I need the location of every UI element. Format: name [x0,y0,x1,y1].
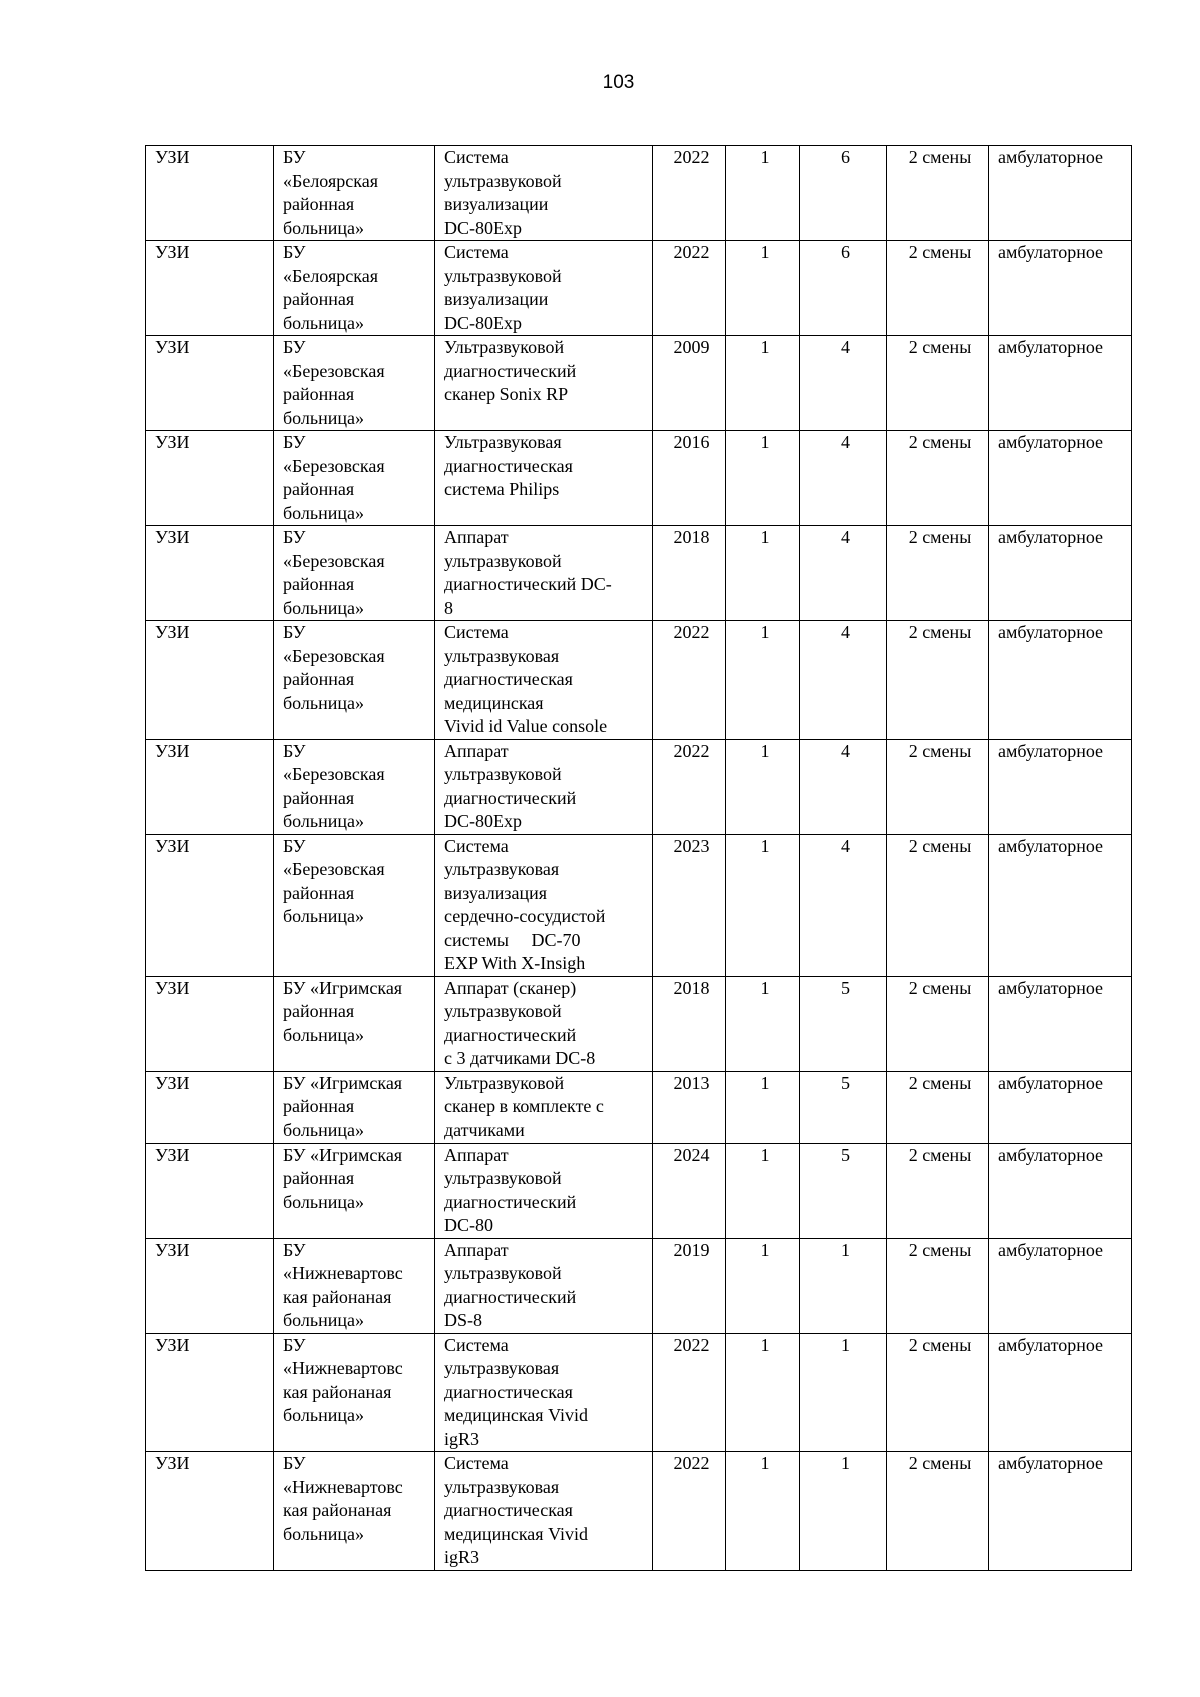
cell-year: 2023 [653,834,726,976]
cell-equipment-line: DS-8 [444,1310,483,1330]
cell-organization-line: районная [283,1168,355,1188]
cell-mode: амбулаторное [989,621,1132,740]
cell-organization-line: БУ «Игримская [283,1144,403,1165]
cell-organization-line: больница» [283,1119,364,1140]
cell-equipment-line: EXP With X-Insigh [444,953,586,973]
table-row [146,1333,1132,1452]
cell-shifts: 2 смены [887,1238,989,1333]
cell-equipment-line: Система [444,1334,509,1355]
cell-quantity: 1 [726,431,800,526]
cell-equipment-line: сканер в комплекте с [444,1096,604,1116]
page-number: 103 [602,72,635,93]
cell-organization-line: БУ «Игримская [283,1072,403,1093]
cell-type: УЗИ [146,1143,274,1238]
cell-shifts: 2 смены [887,739,989,834]
cell-shifts: 2 смены [887,241,989,336]
cell-organization-line: больница» [283,502,364,523]
cell-equipment [435,431,653,526]
cell-year: 2018 [653,526,726,621]
cell-equipment-line: ультразвуковая [444,645,560,666]
cell-equipment-line: ультразвуковой [444,550,562,571]
cell-quantity: 1 [726,739,800,834]
cell-workload: 1 [800,1333,887,1452]
cell-equipment-line: ультразвуковой [444,1263,562,1283]
cell-organization-line: «Нижневартовс [283,1476,403,1497]
cell-equipment [435,526,653,621]
cell-organization-line: районная [283,479,355,499]
cell-equipment-line: Система [444,147,509,167]
cell-equipment-line: визуализации [444,194,549,214]
cell-equipment-line: сердечно-сосудистой [444,906,606,926]
cell-organization-line: районная [283,194,355,214]
table-row [146,739,1132,834]
cell-organization-line: районная [283,574,355,594]
cell-equipment-line: ультразвуковой [444,1001,562,1021]
cell-quantity: 1 [726,1333,800,1452]
cell-organization-line: больница» [283,811,364,831]
table-row [146,976,1132,1071]
cell-quantity: 1 [726,1071,800,1143]
cell-organization [274,834,435,976]
cell-equipment-line: DC-80Exp [444,217,522,238]
cell-organization-line: районная [283,384,355,404]
cell-organization-line: больница» [283,217,364,238]
cell-mode: амбулаторное [989,336,1132,431]
table-row [146,621,1132,740]
cell-organization-line: БУ [283,1239,306,1260]
cell-year: 2022 [653,1452,726,1571]
cell-quantity: 1 [726,834,800,976]
cell-workload: 4 [800,621,887,740]
cell-equipment-line: Ультразвуковой [444,1072,565,1093]
cell-equipment-line: Ультразвуковой [444,337,565,357]
cell-equipment [435,241,653,336]
cell-organization-line: «Нижневартовс [283,1263,403,1283]
table-row [146,1452,1132,1571]
cell-mode: амбулаторное [989,146,1132,241]
cell-organization-line: районная [283,289,355,309]
table-row [146,336,1132,431]
cell-type: УЗИ [146,621,274,740]
cell-quantity: 1 [726,976,800,1071]
cell-equipment-line: визуализации [444,289,549,309]
cell-quantity: 1 [726,241,800,336]
cell-workload: 4 [800,834,887,976]
table-row [146,241,1132,336]
table-row [146,146,1132,241]
cell-organization [274,739,435,834]
cell-equipment-line: диагностическая [444,455,573,476]
cell-mode: амбулаторное [989,526,1132,621]
cell-organization-line: районная [283,1096,355,1116]
cell-equipment-line: сканер Sonix RP [444,384,569,404]
cell-shifts: 2 смены [887,526,989,621]
cell-year: 2009 [653,336,726,431]
cell-organization [274,336,435,431]
cell-equipment-line: медицинская [444,692,544,713]
cell-organization [274,1143,435,1238]
cell-mode: амбулаторное [989,976,1132,1071]
cell-organization-line: «Березовская [283,455,385,476]
cell-type: УЗИ [146,739,274,834]
cell-organization-line: больница» [283,312,364,333]
cell-organization [274,976,435,1071]
cell-equipment-line: диагностический [444,1286,577,1307]
cell-workload: 6 [800,241,887,336]
cell-equipment-line: DC-80Exp [444,312,522,333]
cell-equipment-line: диагностическая [444,1381,573,1402]
cell-equipment-line: диагностический [444,787,577,808]
cell-equipment [435,1452,653,1571]
cell-equipment-line: Система [444,835,509,856]
cell-year: 2024 [653,1143,726,1238]
cell-shifts: 2 смены [887,1333,989,1452]
cell-mode: амбулаторное [989,1071,1132,1143]
cell-equipment-line: Система [444,622,509,642]
cell-equipment-line: DC-80Exp [444,811,522,831]
cell-equipment-line: ультразвуковая [444,859,560,879]
cell-organization-line: районная [283,1001,355,1021]
cell-workload: 4 [800,526,887,621]
cell-type: УЗИ [146,146,274,241]
cell-year: 2022 [653,146,726,241]
cell-equipment-line: диагностический [444,1191,577,1212]
table-row [146,834,1132,976]
cell-equipment [435,1333,653,1452]
cell-organization-line: больница» [283,597,364,618]
cell-quantity: 1 [726,621,800,740]
cell-organization [274,146,435,241]
cell-equipment-line: Аппарат [444,1144,509,1165]
cell-equipment [435,1071,653,1143]
table-body [146,146,1132,1571]
cell-equipment-line: медицинская Vivid [444,1523,588,1544]
cell-organization-line: БУ [283,1334,306,1355]
cell-organization-line: «Березовская [283,550,385,571]
cell-equipment [435,146,653,241]
cell-workload: 5 [800,1071,887,1143]
table-row [146,431,1132,526]
cell-organization-line: «Белоярская [283,170,378,191]
cell-organization-line: больница» [283,1191,364,1212]
cell-organization-line: БУ [283,242,306,262]
equipment-table [145,145,1132,1571]
cell-type: УЗИ [146,526,274,621]
cell-equipment-line: 8 [444,597,453,618]
cell-organization-line: БУ [283,835,306,856]
cell-equipment [435,739,653,834]
cell-equipment-line: ультразвуковой [444,764,562,784]
cell-year: 2016 [653,431,726,526]
cell-shifts: 2 смены [887,336,989,431]
table-row [146,526,1132,621]
cell-organization-line: больница» [283,1405,364,1425]
cell-organization-line: больница» [283,906,364,926]
cell-equipment-line: диагностическая [444,669,573,689]
cell-organization-line: больница» [283,407,364,428]
cell-shifts: 2 смены [887,431,989,526]
cell-shifts: 2 смены [887,834,989,976]
cell-equipment-line: Система [444,1453,509,1473]
cell-year: 2019 [653,1238,726,1333]
cell-type: УЗИ [146,431,274,526]
cell-workload: 4 [800,431,887,526]
cell-type: УЗИ [146,336,274,431]
cell-organization-line: БУ [283,432,306,452]
cell-quantity: 1 [726,1452,800,1571]
cell-year: 2022 [653,621,726,740]
cell-organization-line: больница» [283,692,364,713]
cell-equipment-line: Аппарат (сканер) [444,977,577,998]
cell-type: УЗИ [146,1333,274,1452]
cell-workload: 1 [800,1452,887,1571]
cell-organization [274,431,435,526]
cell-workload: 5 [800,976,887,1071]
cell-equipment-line: системы DC-70 [444,929,581,950]
cell-type: УЗИ [146,241,274,336]
cell-organization [274,1333,435,1452]
cell-equipment-line: Аппарат [444,1239,509,1260]
cell-equipment-line: Аппарат [444,527,509,547]
cell-year: 2018 [653,976,726,1071]
cell-equipment-line: igR3 [444,1547,480,1567]
cell-mode: амбулаторное [989,431,1132,526]
cell-equipment-line: диагностический DC- [444,574,612,594]
cell-workload: 1 [800,1238,887,1333]
cell-mode: амбулаторное [989,1143,1132,1238]
cell-workload: 4 [800,336,887,431]
cell-equipment-line: Ультразвуковая [444,432,562,452]
cell-equipment [435,336,653,431]
cell-organization-line: кая районаная [283,1381,392,1402]
cell-organization-line: «Березовская [283,360,385,381]
cell-equipment [435,1143,653,1238]
cell-organization [274,621,435,740]
cell-organization-line: БУ [283,527,306,547]
cell-mode: амбулаторное [989,1333,1132,1452]
cell-equipment [435,621,653,740]
cell-organization-line: районная [283,882,355,903]
cell-organization-line: БУ [283,147,306,167]
cell-equipment-line: Аппарат [444,740,509,761]
cell-quantity: 1 [726,1143,800,1238]
cell-equipment-line: Vivid id Value console [444,716,608,736]
cell-organization-line: «Березовская [283,859,385,879]
cell-year: 2022 [653,1333,726,1452]
cell-quantity: 1 [726,146,800,241]
cell-quantity: 1 [726,1238,800,1333]
cell-organization-line: БУ [283,622,306,642]
cell-type: УЗИ [146,1238,274,1333]
cell-equipment-line: диагностический [444,360,577,381]
cell-organization-line: больница» [283,1310,364,1330]
cell-equipment-line: медицинская Vivid [444,1405,588,1425]
cell-workload: 4 [800,739,887,834]
cell-mode: амбулаторное [989,1238,1132,1333]
cell-mode: амбулаторное [989,834,1132,976]
cell-type: УЗИ [146,1071,274,1143]
cell-organization [274,1452,435,1571]
cell-type: УЗИ [146,834,274,976]
cell-equipment-line: ультразвуковой [444,170,562,191]
cell-equipment-line: датчиками [444,1119,525,1140]
cell-organization-line: кая районаная [283,1500,392,1520]
cell-shifts: 2 смены [887,146,989,241]
cell-organization-line: районная [283,669,355,689]
cell-mode: амбулаторное [989,1452,1132,1571]
cell-organization-line: БУ [283,740,306,761]
cell-workload: 5 [800,1143,887,1238]
cell-equipment-line: igR3 [444,1428,480,1449]
cell-shifts: 2 смены [887,1452,989,1571]
cell-organization-line: больница» [283,1024,364,1045]
cell-equipment-line: ультразвуковой [444,1168,562,1188]
cell-organization-line: БУ «Игримская [283,977,403,998]
cell-organization-line: БУ [283,337,306,357]
cell-quantity: 1 [726,336,800,431]
cell-organization-line: больница» [283,1523,364,1544]
cell-year: 2022 [653,241,726,336]
cell-organization [274,241,435,336]
cell-equipment [435,834,653,976]
cell-equipment-line: ультразвуковая [444,1476,560,1497]
cell-type: УЗИ [146,1452,274,1571]
table-row [146,1238,1132,1333]
cell-equipment [435,1238,653,1333]
cell-equipment-line: ультразвуковой [444,265,562,286]
cell-equipment-line: визуализация [444,882,548,903]
cell-organization-line: «Березовская [283,764,385,784]
cell-workload: 6 [800,146,887,241]
cell-equipment-line: с 3 датчиками DC-8 [444,1048,596,1068]
cell-equipment-line: Система [444,242,509,262]
cell-shifts: 2 смены [887,1071,989,1143]
cell-equipment-line: система Philips [444,479,560,499]
cell-organization-line: БУ [283,1453,306,1473]
cell-mode: амбулаторное [989,739,1132,834]
cell-year: 2013 [653,1071,726,1143]
cell-organization-line: «Белоярская [283,265,378,286]
cell-organization-line: районная [283,787,355,808]
cell-organization [274,1238,435,1333]
cell-equipment-line: ультразвуковая [444,1358,560,1378]
cell-shifts: 2 смены [887,976,989,1071]
cell-organization [274,1071,435,1143]
cell-year: 2022 [653,739,726,834]
cell-shifts: 2 смены [887,1143,989,1238]
table-row [146,1143,1132,1238]
cell-quantity: 1 [726,526,800,621]
cell-organization-line: «Нижневартовс [283,1358,403,1378]
cell-equipment-line: диагностический [444,1024,577,1045]
cell-equipment-line: DC-80 [444,1215,493,1235]
cell-organization [274,526,435,621]
cell-organization-line: кая районаная [283,1286,392,1307]
cell-type: УЗИ [146,976,274,1071]
cell-mode: амбулаторное [989,241,1132,336]
table-row [146,1071,1132,1143]
cell-organization-line: «Березовская [283,645,385,666]
cell-equipment [435,976,653,1071]
cell-equipment-line: диагностическая [444,1500,573,1520]
cell-shifts: 2 смены [887,621,989,740]
